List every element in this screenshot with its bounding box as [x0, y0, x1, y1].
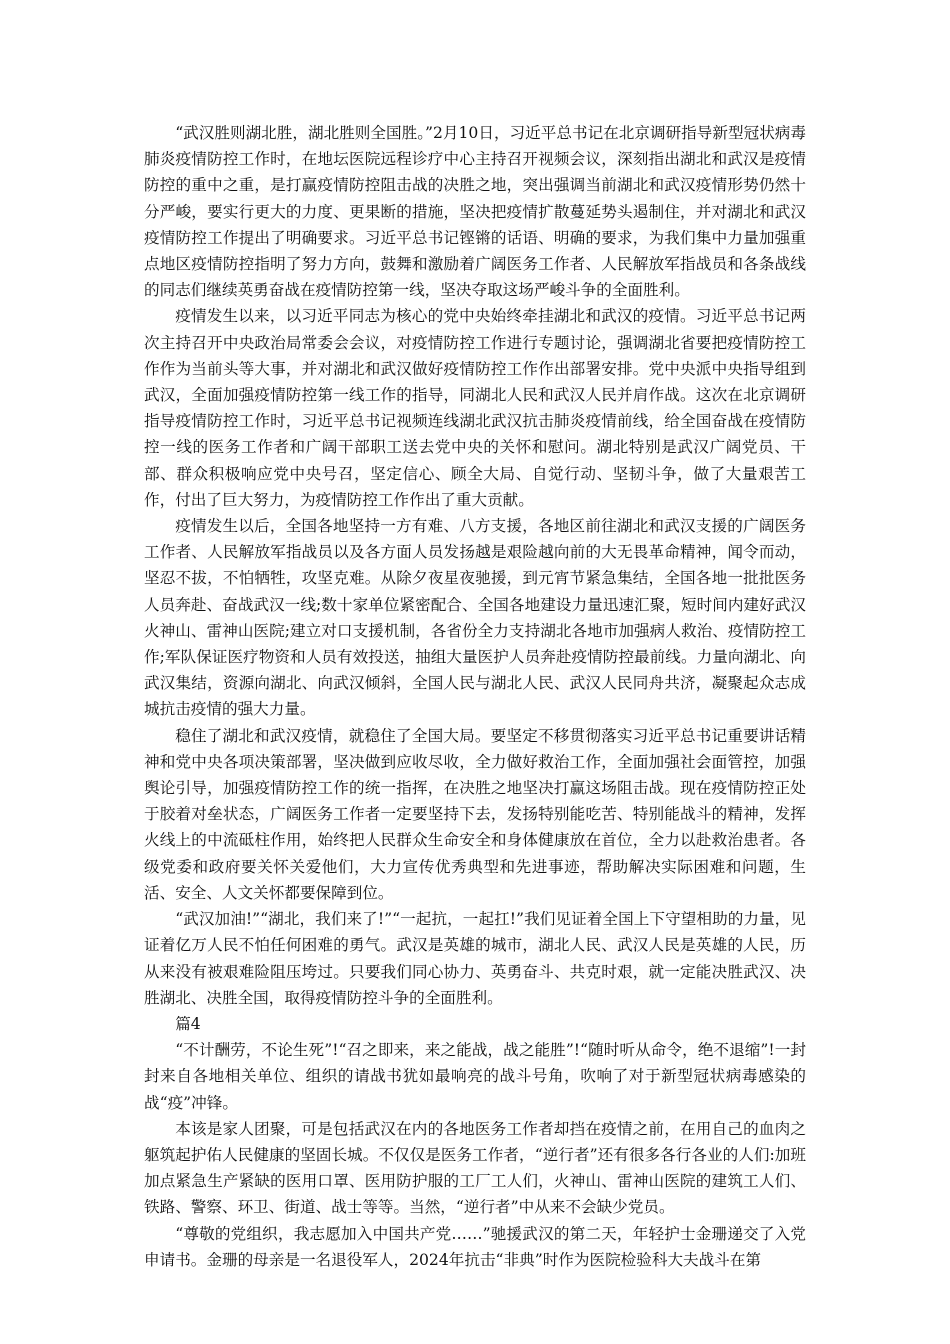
paragraph-8: “尊敬的党组织，我志愿加入中国共产党……”驰援武汉的第二天，年轻护士金珊递交了入党申请书。金珊的母亲是一名退役军人，2024年抗击“非典”时作为医院检验科大夫战斗在第	[144, 1224, 806, 1269]
document-body	[144, 120, 806, 1273]
paragraph-5: “武汉加油!”“湖北，我们来了!”“一起抗，一起扛!”我们见证着全国上下守望相助的力量，见证着亿万人民不怕任何困难的勇气。武汉是英雄的城市，湖北人民、武汉人民是英雄的人民，历从来没有被艰难险阻压垮过。只要我们同心协力、英勇奋斗、共克时艰，就一定能决胜武汉、决胜湖北、决胜全国，取得疫情防控斗争的全面胜利。	[144, 910, 806, 1007]
paragraph-2: 疫情发生以来，以习近平同志为核心的党中央始终牵挂湖北和武汉的疫情。习近平总书记两次主持召开中央政治局常委会会议，对疫情防控工作进行专题讨论，强调湖北省要把疫情防控工作作为当前头等大事，并对湖北和武汉做好疫情防控工作作出部署安排。党中央派中央指导组到武汉，全面加强疫情防控第一线工作的指导，同湖北人民和武汉人民并肩作战。这次在北京调研指导疫情防控工作时，习近平总书记视频连线湖北武汉抗击肺炎疫情前线，给全国奋战在疫情防控一线的医务工作者和广阔干部职工送去党中央的关怀和慰问。湖北特别是武汉广阔党员、干部、群众积极响应党中央号召，坚定信心、顾全大局、自觉行动、坚韧斗争，做了大量艰苦工作，付出了巨大努力，为疫情防控工作作出了重大贡献。	[144, 307, 806, 509]
paragraph-7: 本该是家人团聚，可是包括武汉在内的各地医务工作者却挡在疫情之前，在用自己的血肉之躯筑起护佑人民健康的坚固长城。不仅仅是医务工作者，“逆行者”还有很多各行各业的人们:加班加点紧急生产紧缺的医用口罩、医用防护服的工厂工人们，火神山、雷神山医院的建筑工人们、铁路、警察、环卫、街道、战士等等。当然，“逆行者”中从来不会缺少党员。	[144, 1119, 806, 1217]
paragraph-3: 疫情发生以后，全国各地坚持一方有难、八方支援，各地区前往湖北和武汉支援的广阔医务工作者、人民解放军指战员以及各方面人员发扬越是艰险越向前的大无畏革命精神，闻令而动，坚忍不拔，不怕牺牲，攻坚克难。从除夕夜星夜驰援，到元宵节紧急集结，全国各地一批批医务人员奔赴、奋战武汉一线;数十家单位紧密配合、全国各地建设力量迅速汇聚，短时间内建好武汉火神山、雷神山医院;建立对口支援机制，各省份全力支持湖北各地市加强病人救治、疫情防控工作;军队保证医疗物资和人员有效投送，抽组大量医护人员奔赴疫情防控最前线。力量向湖北、向武汉集结，资源向湖北、向武汉倾斜，全国人民与湖北人民、武汉人民同舟共济，凝聚起众志成城抗击疫情的强大力量。	[144, 517, 806, 719]
section-heading: 篇4	[175, 1014, 201, 1033]
paragraph-6: “不计酬劳，不论生死”!“召之即来，来之能战，战之能胜”!“随时听从命令，绝不退缩”!一封封来自各地相关单位、组织的请战书犹如最响亮的战斗号角，吹响了对于新型冠状病毒感染的战“疫”冲锋。	[144, 1041, 806, 1112]
paragraph-4: 稳住了湖北和武汉疫情，就稳住了全国大局。要坚定不移贯彻落实习近平总书记重要讲话精神和党中央各项决策部署，坚决做到应收尽收，全力做好救治工作，全面加强社会面管控，加强舆论引导，加强疫情防控工作的统一指挥，在决胜之地坚决打赢这场阻击战。现在疫情防控正处于胶着对垒状态，广阔医务工作者一定要坚持下去，发扬特别能吃苦、特别能战斗的精神，发挥火线上的中流砥柱作用，始终把人民群众生命安全和身体健康放在首位，全力以赴救治患者。各级党委和政府要关怀关爱他们，大力宣传优秀典型和先进事迹，帮助解决实际困难和问题，生活、安全、人文关怀都要保障到位。	[144, 726, 806, 902]
paragraph-1: “武汉胜则湖北胜，湖北胜则全国胜。”2月10日，习近平总书记在北京调研指导新型冠状病毒肺炎疫情防控工作时，在地坛医院远程诊疗中心主持召开视频会议，深刻指出湖北和武汉是疫情防控的重中之重，是打赢疫情防控阻击战的决胜之地，突出强调当前湖北和武汉疫情形势仍然十分严峻，要实行更大的力度、更果断的措施，坚决把疫情扩散蔓延势头遏制住，并对湖北和武汉疫情防控工作提出了明确要求。习近平总书记铿锵的话语、明确的要求，为我们集中力量加强重点地区疫情防控指明了努力方向，鼓舞和激励着广阔医务工作者、人民解放军指战员和各条战线的同志们继续英勇奋战在疫情防控第一线，坚决夺取这场严峻斗争的全面胜利。	[144, 124, 806, 300]
